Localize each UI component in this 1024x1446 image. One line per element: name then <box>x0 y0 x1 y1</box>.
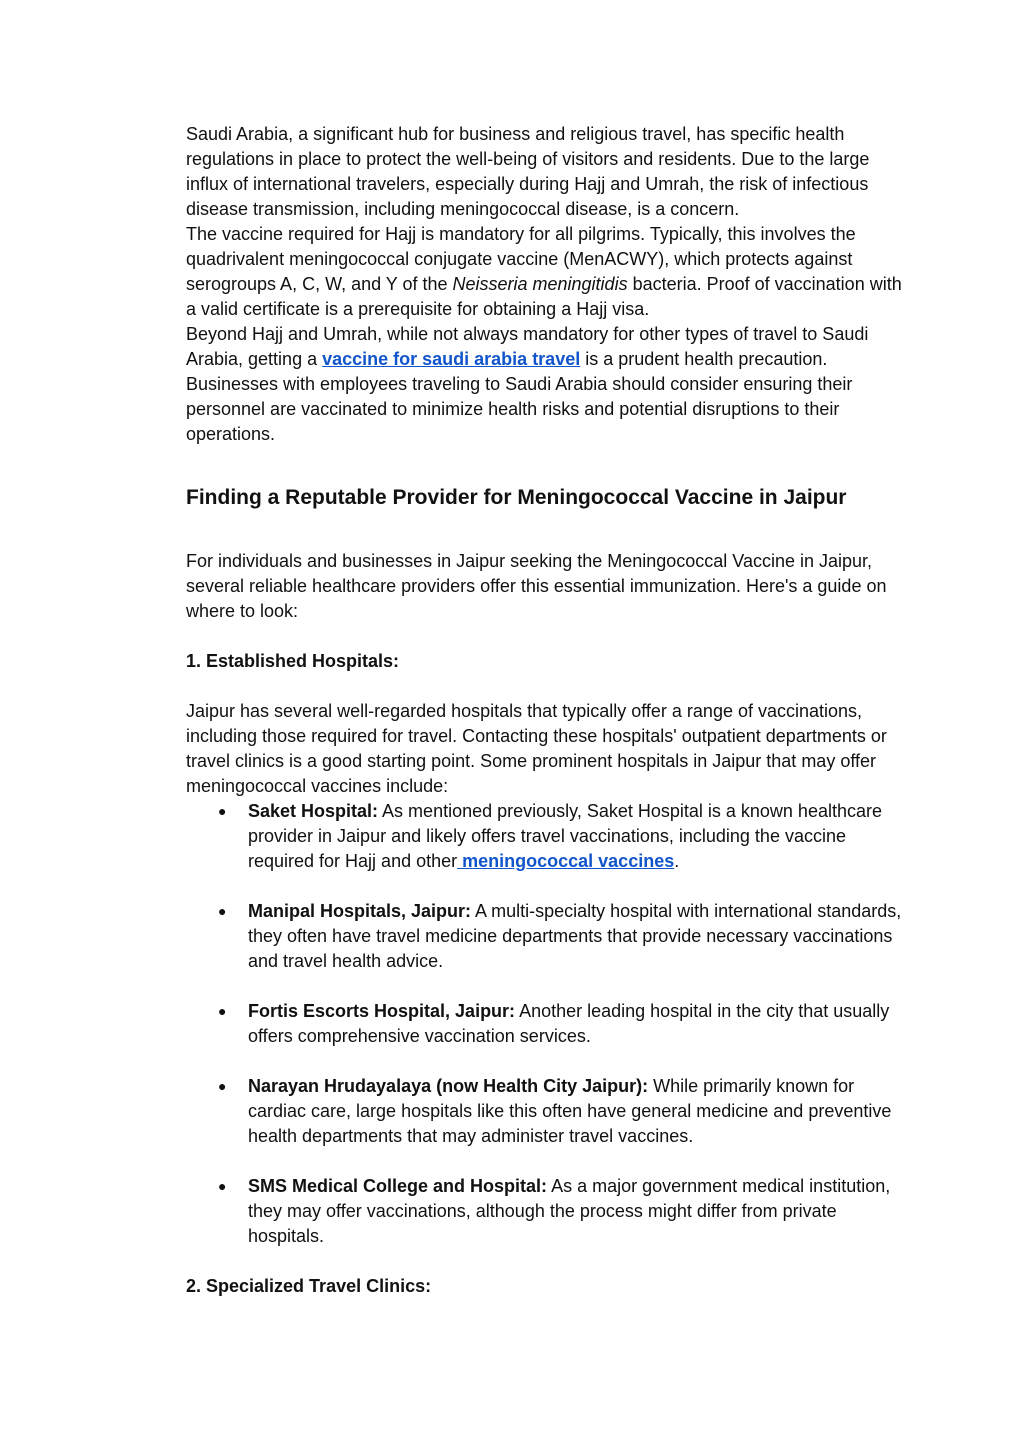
document-page <box>186 122 906 1299</box>
species-name: Neisseria meningitidis <box>452 274 628 294</box>
list-spacer <box>186 1049 906 1074</box>
hospital-description: While primarily known for cardiac care, large hospitals like this often have general medicine and preventive health departments that may administer travel vaccines. <box>248 1076 892 1146</box>
list-item <box>186 1074 906 1149</box>
intro-paragraph-3 <box>186 322 906 447</box>
hospitals-heading: 1. Established Hospitals: <box>186 651 400 671</box>
intro-paragraph-2-text: The vaccine required for Hajj is mandatory for all pilgrims. Typically, this involves the quadrivalent meningococcal conjugate vaccine (MenACWY), which protects against serogroups A, C, W, and Y of the <box>186 224 856 294</box>
hospital-name: SMS Medical College and Hospital: <box>248 1176 548 1196</box>
intro-paragraph-3-text: Beyond Hajj and Umrah, while not always mandatory for other types of travel to Saudi Arabia, getting a <box>186 324 869 369</box>
bullet-icon: ● <box>218 1078 227 1094</box>
list-spacer <box>186 1149 906 1174</box>
hospital-name: Manipal Hospitals, Jaipur: <box>248 901 472 921</box>
intro-paragraph-2 <box>186 222 906 322</box>
hospital-name: Narayan Hrudayalaya (now Health City Jaipur): <box>248 1076 649 1096</box>
hospitals-intro: Jaipur has several well-regarded hospitals that typically offer a range of vaccinations, including those required for travel. Contacting these hospitals' outpatient departments or travel clinics is a good starting point. Some prominent hospitals in Jaipur that may offer meningococcal vaccines include: <box>186 701 887 796</box>
section-intro: For individuals and businesses in Jaipur seeking the Meningococcal Vaccine in Jaipur, several reliable healthcare providers offer this essential immunization. Here's a guide on where to look: <box>186 551 887 621</box>
intro-paragraph-3-text-end: is a prudent health precaution. Businesses with employees traveling to Saudi Arabia should consider ensuring their personnel are vaccinated to minimize health risks and potential disruptions to their operations. <box>186 349 853 444</box>
hospital-description: As a major government medical institution, they may offer vaccinations, although the process might differ from private hospitals. <box>248 1176 891 1246</box>
saudi-travel-vaccine-link[interactable]: vaccine for saudi arabia travel <box>322 349 581 369</box>
list-item <box>186 1174 906 1249</box>
hospital-description: A multi-specialty hospital with international standards, they often have travel medicine departments that provide necessary vaccinations and travel health advice. <box>248 901 902 971</box>
hospital-list <box>186 799 906 1249</box>
bullet-icon: ● <box>218 803 227 819</box>
hospital-description-end: . <box>674 851 680 871</box>
hospital-name: Fortis Escorts Hospital, Jaipur: <box>248 1001 516 1021</box>
list-item <box>186 799 906 874</box>
list-item <box>186 999 906 1049</box>
hospital-name: Saket Hospital: <box>248 801 379 821</box>
section-heading: Finding a Reputable Provider for Meningococcal Vaccine in Jaipur <box>186 486 847 509</box>
clinics-heading: 2. Specialized Travel Clinics: <box>186 1276 432 1296</box>
bullet-icon: ● <box>218 903 227 919</box>
list-spacer <box>186 874 906 899</box>
list-item <box>186 899 906 974</box>
meningococcal-vaccines-link[interactable]: meningococcal vaccines <box>457 851 675 871</box>
bullet-icon: ● <box>218 1003 227 1019</box>
hospital-description: As mentioned previously, Saket Hospital is a known healthcare provider in Jaipur and likely offers travel vaccinations, including the vaccine required for Hajj and other <box>248 801 882 871</box>
intro-paragraph-1 <box>186 122 906 222</box>
intro-paragraph-1-text: Saudi Arabia, a significant hub for business and religious travel, has specific health regulations in place to protect the well-being of visitors and residents. Due to the large influx of international travelers, especially during Hajj and Umrah, the risk of infectious disease transmission, including meningococcal disease, is a concern. <box>186 124 870 219</box>
list-spacer <box>186 974 906 999</box>
intro-paragraph-2-text-end: bacteria. Proof of vaccination with a valid certificate is a prerequisite for obtaining a Hajj visa. <box>186 274 902 319</box>
bullet-icon: ● <box>218 1178 227 1194</box>
hospital-description: Another leading hospital in the city that usually offers comprehensive vaccination services. <box>248 1001 890 1046</box>
